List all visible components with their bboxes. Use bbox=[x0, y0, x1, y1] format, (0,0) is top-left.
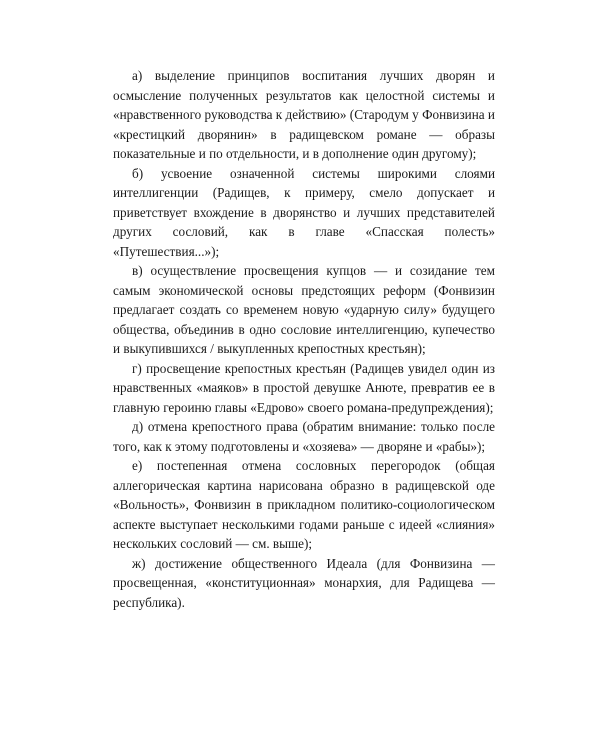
paragraph-g: г) просвещение крепостных крестьян (Радищев увидел один из нравственных «маяков» в простой девушке Анюте, превратив ее в главную героиню главы «Едрово» своего романа-предупреждения); bbox=[113, 360, 495, 415]
body-text bbox=[113, 66, 495, 612]
paragraph-e: е) постепенная отмена сословных перегородок (общая аллегорическая картина нарисована образно в радищевской оде «Вольность», Фонвизин в прикладном политико-социологическом аспекте выступает несколькими годами раньше с идеей «слияния» нескольких сословий — см. выше); bbox=[113, 458, 495, 551]
paragraph-d: д) отмена крепостного права (обратим внимание: только после того, как к этому подготовлены и «хозяева» — дворяне и «рабы»); bbox=[113, 419, 495, 454]
paragraph-zh: ж) достижение общественного Идеала (для Фонвизина — просвещенная, «конституционная» монархия, для Радищева — республика). bbox=[113, 555, 495, 610]
paragraph-b: б) усвоение означенной системы широкими слоями интеллигенции (Радищев, к примеру, смело допускает и приветствует вхождение в дворянство и лучших представителей других сословий, как в главе «Спасская полесть» «Путешествия...»); bbox=[113, 165, 495, 259]
paragraph-v: в) осуществление просвещения купцов — и созидание тем самым экономической основы предстоящих реформ (Фонвизин предлагает создать со временем новую «ударную силу» будущего общества, объединив в одно сословие интеллигенцию, купечество и выкупившихся / выкупленных крепостных крестьян); bbox=[113, 263, 495, 356]
paragraph-a: а) выделение принципов воспитания лучших дворян и осмысление полученных результатов как целостной системы и «нравственного руководства к действию» (Стародум у Фонвизина и «крестицкий дворянин» в радищевском романе — образы показательные и по отдельности, и в дополнение один другому); bbox=[113, 68, 495, 161]
